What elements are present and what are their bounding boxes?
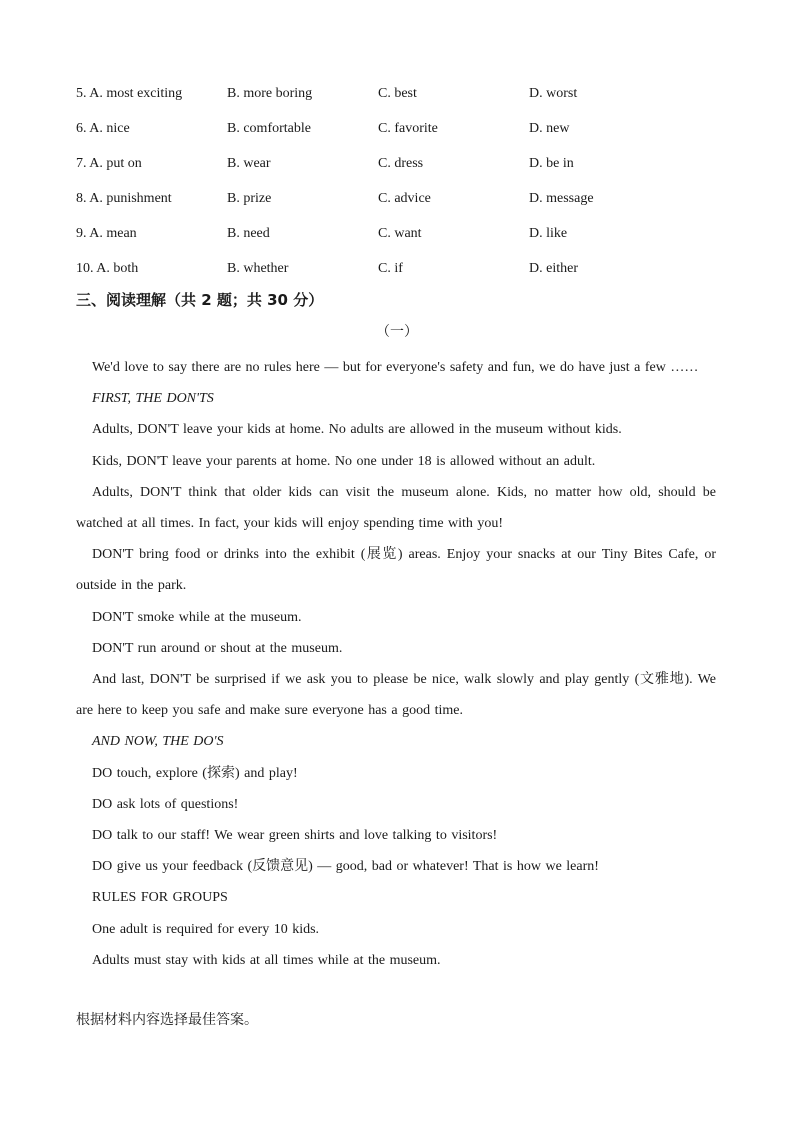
option-d: D. be in [529, 156, 574, 171]
paragraph: Kids, DON'T leave your parents at home. No one under 18 is allowed without an adult. [92, 453, 596, 469]
option-d: D. like [529, 226, 568, 241]
option-c: C. want [378, 226, 422, 241]
option-a: 10. A. both [76, 261, 139, 276]
option-a: 6. A. nice [76, 121, 130, 136]
reading-passage [76, 352, 716, 976]
option-d: D. new [529, 121, 570, 136]
question-instruction: 根据材料内容选择最佳答案。 [76, 1012, 258, 1028]
paragraph: DO talk to our staff! We wear green shirts and love talking to visitors! [92, 828, 498, 844]
donts-heading: FIRST, THE DON'TS [92, 391, 214, 407]
paragraph: And last, DON'T be surprised if we ask you to please be nice, walk slowly and play gently (文雅地). We are here to keep you safe and make sure everyone has a good time. [76, 672, 716, 719]
section-title: 三、阅读理解（共 2 题；共 30 分） [76, 291, 324, 309]
option-b: B. need [227, 226, 270, 241]
option-c: C. best [378, 86, 417, 101]
paragraph: DON'T smoke while at the museum. [92, 609, 302, 625]
option-c: C. advice [378, 191, 431, 206]
paragraph: Adults must stay with kids at all times while at the museum. [92, 952, 441, 968]
option-b: B. more boring [227, 86, 313, 101]
option-a: 7. A. put on [76, 156, 142, 171]
option-b: B. comfortable [227, 121, 311, 136]
paragraph: DON'T run around or shout at the museum. [92, 640, 343, 656]
option-b: B. wear [227, 156, 271, 171]
option-a: 5. A. most exciting [76, 86, 183, 101]
option-b: B. prize [227, 191, 272, 206]
dos-heading: AND NOW, THE DO'S [92, 734, 224, 750]
option-a: 9. A. mean [76, 226, 137, 241]
option-d: D. worst [529, 86, 578, 101]
option-c: C. favorite [378, 121, 438, 136]
paragraph: Adults, DON'T leave your kids at home. No adults are allowed in the museum without kids. [92, 422, 622, 438]
paragraph: Adults, DON'T think that older kids can visit the museum alone. Kids, no matter how old, should be watched at all times. In fact, your kids will enjoy spending time with you! [76, 484, 716, 532]
paragraph: DON'T bring food or drinks into the exhibit (展览) areas. Enjoy your snacks at our Tiny Bites Cafe, or outside in the park. [76, 547, 716, 594]
option-c: C. dress [378, 156, 424, 171]
paragraph: DO touch, explore (探索) and play! [92, 765, 298, 781]
option-b: B. whether [227, 261, 289, 276]
paragraph: DO ask lots of questions! [92, 796, 239, 812]
option-a: 8. A. punishment [76, 191, 172, 206]
passage-intro: We'd love to say there are no rules here — but for everyone's safety and fun, we do have just a few …… [92, 360, 699, 375]
option-d: D. either [529, 261, 578, 276]
paragraph: One adult is required for every 10 kids. [92, 921, 320, 937]
option-d: D. message [529, 191, 594, 206]
groups-heading: RULES FOR GROUPS [92, 890, 228, 906]
paragraph: DO give us your feedback (反馈意见) — good, bad or whatever! That is how we learn! [92, 859, 599, 875]
option-c: C. if [378, 261, 403, 276]
passage-number: （一） [376, 324, 418, 340]
